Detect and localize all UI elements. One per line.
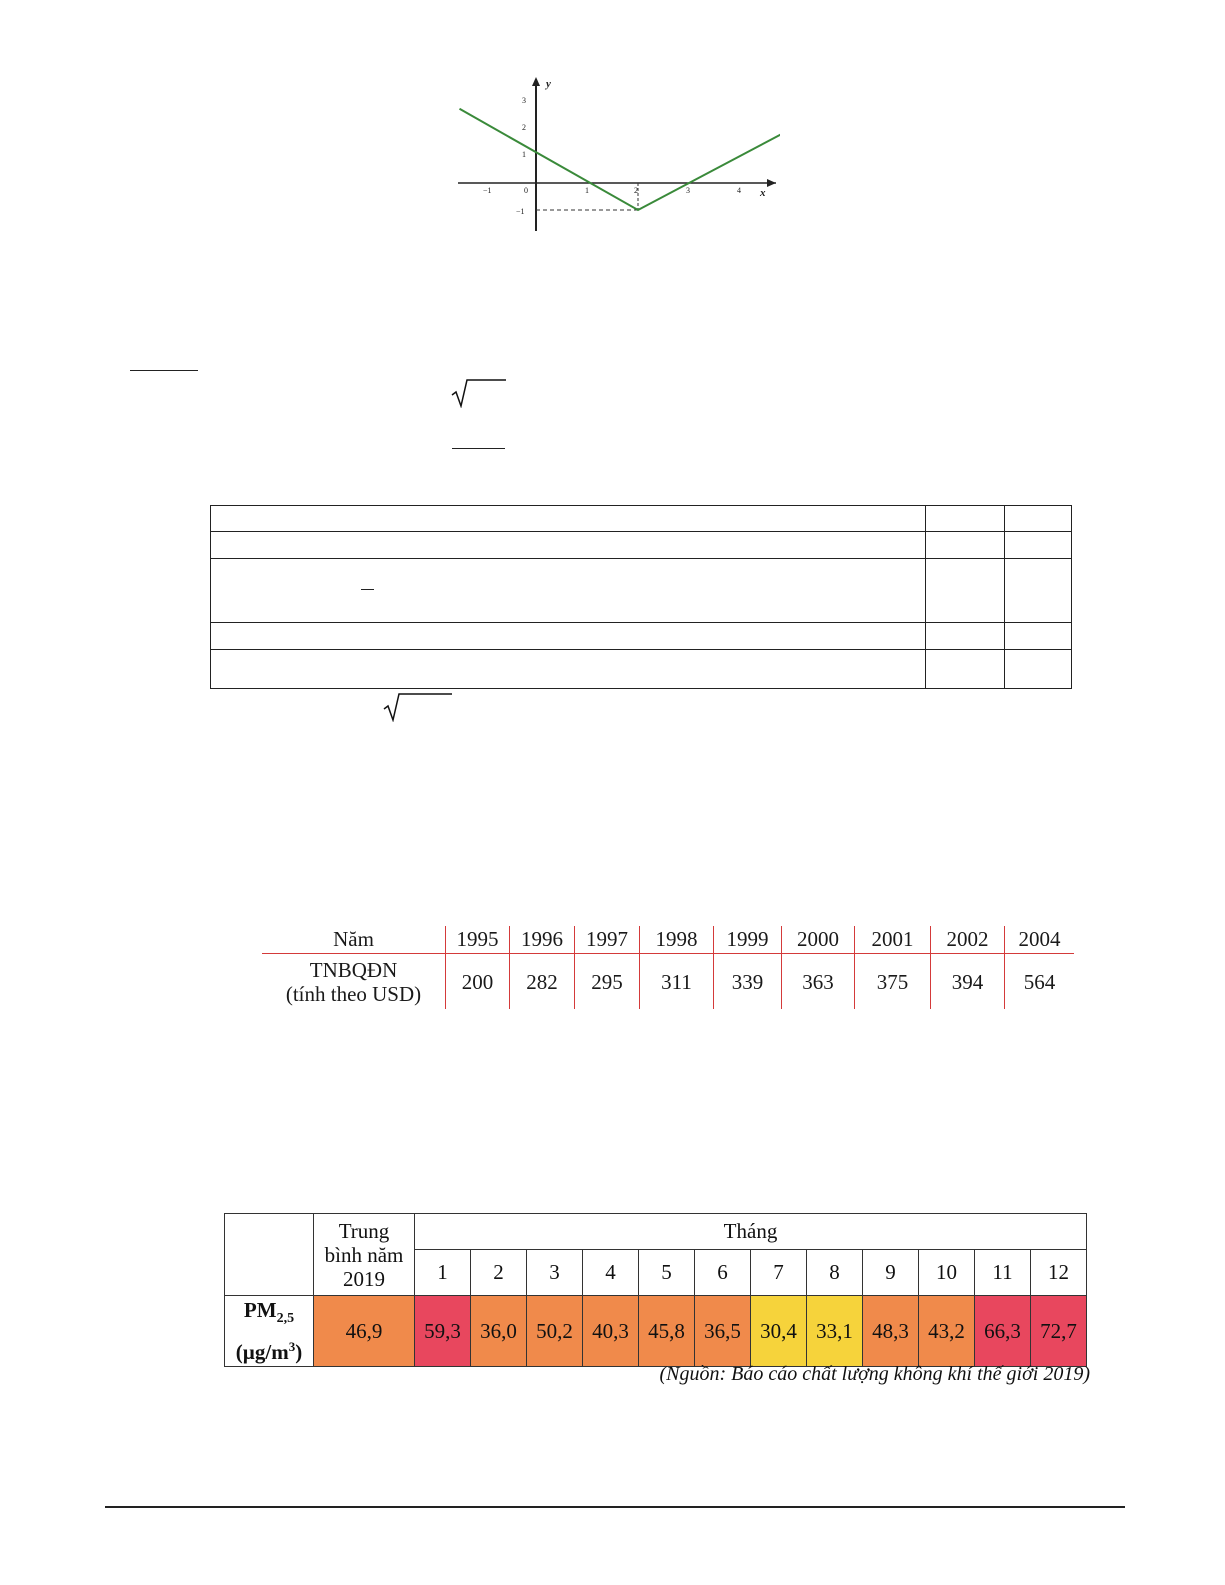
pm-unit-line [225,1333,313,1366]
income-label-line: (tính theo USD) [285,981,422,1006]
answer-cell [926,532,1005,559]
pm-value-cell: 40,3 [583,1296,639,1367]
month-cell: 1 [415,1250,471,1296]
month-cell: 7 [751,1250,807,1296]
answer-cell [211,650,926,689]
month-cell: 2 [471,1250,527,1296]
income-row-label: Năm [262,926,446,954]
pm-value-cell: 66,3 [975,1296,1031,1367]
answer-cell [1005,650,1072,689]
pm-unit-a: (µg/m [235,1340,289,1365]
pm-value-cell: 43,2 [919,1296,975,1367]
x-tick-label: 3 [686,186,690,195]
pm-month-header: Tháng [415,1214,1087,1250]
month-cell: 4 [583,1250,639,1296]
month-cell: 8 [807,1250,863,1296]
pm-value-cell: 36,0 [471,1296,527,1367]
pm-value-cell: 36,5 [695,1296,751,1367]
answer-cell [926,650,1005,689]
year-cell: 2004 [1005,926,1075,954]
income-label-line: TNBQĐN [309,957,398,982]
answer-row [211,532,1072,559]
pm-label-sub: 2,5 [276,1311,295,1327]
income-value-cell: 282 [510,954,575,1010]
month-cell: 3 [527,1250,583,1296]
x-tick-labels [483,186,741,195]
pm-source-note: (Nguồn: Báo cáo chất lượng không khí thế giới 2019) [659,1363,1090,1385]
answer-cell [1005,506,1072,532]
year-cell: 1998 [640,926,714,954]
fraction-bar [452,448,505,449]
pm-row-label [225,1296,314,1367]
month-cell: 6 [695,1250,751,1296]
avg-header-line: bình năm [324,1242,404,1267]
sqrt-symbol [382,692,454,722]
pm-unit-b: ) [295,1340,303,1365]
y-axis-label: y [546,78,551,90]
income-table [262,926,1074,1009]
y-tick-label: −1 [516,207,525,216]
pm-avg-header [314,1214,415,1296]
pm25-table [224,1213,1087,1367]
pm-label-main: PM [243,1298,277,1322]
x-tick-label: 4 [737,186,741,195]
y-tick-label: 2 [522,123,526,132]
pm-value-cell: 48,3 [863,1296,919,1367]
avg-header-line: 2019 [343,1266,385,1291]
function-graph [458,75,780,235]
income-value-cell: 200 [446,954,510,1010]
answer-cell [1005,559,1072,623]
income-value-cell: 295 [575,954,640,1010]
answer-row [211,623,1072,650]
y-axis-arrow [532,77,540,86]
answer-cell [926,623,1005,650]
pm-value-cell: 72,7 [1031,1296,1087,1367]
pm-unit-sup: 3 [288,1339,296,1355]
sqrt-symbol [450,378,508,408]
year-cell: 1999 [714,926,782,954]
fraction-bar [361,589,374,590]
income-row-label [262,954,446,1010]
y-tick-label: 1 [522,150,526,159]
income-value-cell: 375 [855,954,931,1010]
x-axis-label: x [760,187,766,199]
x-axis-arrow [767,179,776,187]
function-line [460,109,781,210]
pm-avg-value: 46,9 [314,1296,415,1367]
answer-row [211,506,1072,532]
pm-value-cell: 33,1 [807,1296,863,1367]
x-tick-label: −1 [483,186,492,195]
year-cell: 1997 [575,926,640,954]
answer-row [211,559,1072,623]
graph-svg [458,75,780,235]
year-cell: 2000 [782,926,855,954]
answer-cell [1005,532,1072,559]
y-tick-labels [516,96,526,216]
income-value-cell: 339 [714,954,782,1010]
answer-cell [211,623,926,650]
x-tick-label: 2 [634,186,638,195]
income-value-row [262,954,1074,1010]
pm-value-row [225,1296,1087,1367]
answer-table [210,505,1072,689]
answer-cell [926,559,1005,623]
month-cell: 11 [975,1250,1031,1296]
year-cell: 2001 [855,926,931,954]
year-cell: 1996 [510,926,575,954]
pm-value-cell: 45,8 [639,1296,695,1367]
income-value-cell: 564 [1005,954,1075,1010]
answer-cell [926,506,1005,532]
y-tick-label: 3 [522,96,526,105]
month-cell: 9 [863,1250,919,1296]
year-cell: 1995 [446,926,510,954]
income-header-row [262,926,1074,954]
month-cell: 12 [1031,1250,1087,1296]
income-value-cell: 363 [782,954,855,1010]
pm-label-line [225,1296,313,1333]
month-cell: 5 [639,1250,695,1296]
answer-cell [211,532,926,559]
income-value-cell: 311 [640,954,714,1010]
answer-cell [211,506,926,532]
answer-row [211,650,1072,689]
pm-header-row [225,1214,1087,1250]
footer-rule [105,1506,1125,1508]
pm-value-cell: 59,3 [415,1296,471,1367]
month-cell: 10 [919,1250,975,1296]
pm-value-cell: 30,4 [751,1296,807,1367]
answer-cell [211,559,926,623]
answer-cell [1005,623,1072,650]
year-cell: 2002 [931,926,1005,954]
income-value-cell: 394 [931,954,1005,1010]
avg-header-line: Trung [338,1218,390,1243]
x-tick-label: 1 [585,186,589,195]
x-tick-label: 0 [524,186,528,195]
heading-underline [130,370,198,371]
pm-value-cell: 50,2 [527,1296,583,1367]
pm-corner-cell [225,1214,314,1296]
